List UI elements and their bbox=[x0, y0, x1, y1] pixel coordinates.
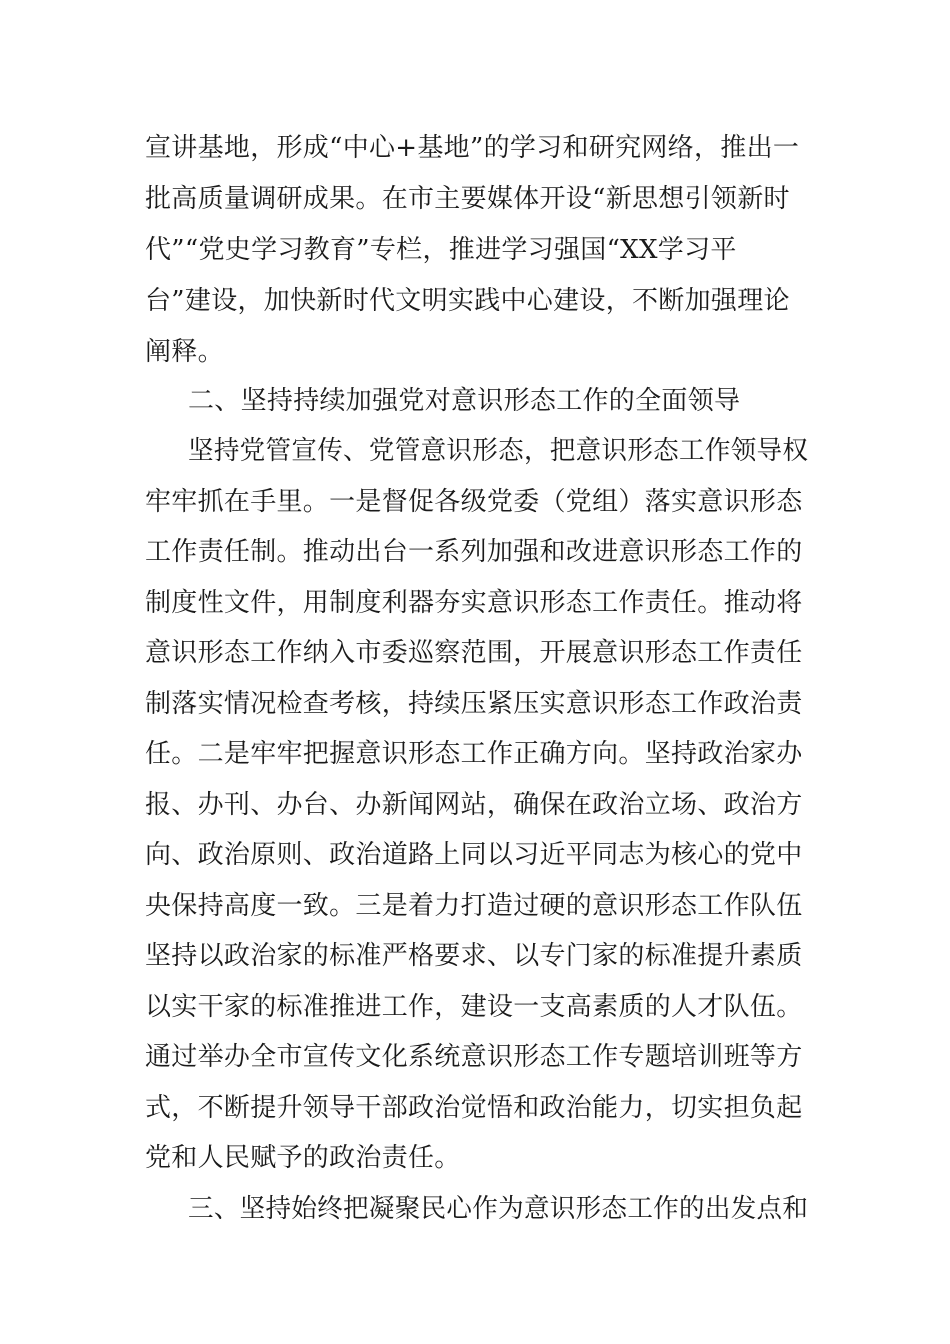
section-heading-3: 三、坚持始终把凝聚民心作为意识形态工作的出发点和 bbox=[188, 1194, 809, 1224]
text-line: 宣讲基地，形成“中心+基地”的学习和研究网络，推出一 bbox=[145, 133, 800, 163]
text-line: 代”“党史学习教育”专栏，推进学习强国“XX学习平 bbox=[145, 235, 737, 265]
text-line: 制度性文件，用制度利器夯实意识形态工作责任。推动将 bbox=[145, 588, 803, 618]
text-line: 牢牢抓在手里。一是督促各级党委（党组）落实意识形态 bbox=[145, 487, 803, 517]
text-line: 台”建设，加快新时代文明实践中心建设，不断加强理论 bbox=[145, 286, 790, 316]
text-line: 阐释。 bbox=[145, 337, 224, 367]
text-line: 制落实情况检查考核，持续压紧压实意识形态工作政治责 bbox=[145, 689, 803, 719]
text-line: 党和人民赋予的政治责任。 bbox=[145, 1143, 461, 1173]
section-heading-2: 二、坚持持续加强党对意识形态工作的全面领导 bbox=[188, 386, 741, 416]
text-line: 工作责任制。推动出台一系列加强和改进意识形态工作的 bbox=[145, 537, 803, 567]
text-line: 央保持高度一致。三是着力打造过硬的意识形态工作队伍 bbox=[145, 891, 803, 921]
text-line: 批高质量调研成果。在市主要媒体开设“新思想引领新时 bbox=[145, 184, 790, 214]
text-line: 向、政治原则、政治道路上同以习近平同志为核心的党中 bbox=[145, 840, 803, 870]
text-line: 坚持党管宣传、党管意识形态，把意识形态工作领导权 bbox=[188, 436, 809, 466]
text-line: 坚持以政治家的标准严格要求、以专门家的标准提升素质 bbox=[145, 941, 803, 971]
text-line: 意识形态工作纳入市委巡察范围，开展意识形态工作责任 bbox=[145, 638, 803, 668]
text-line: 式，不断提升领导干部政治觉悟和政治能力，切实担负起 bbox=[145, 1093, 803, 1123]
text-line: 任。二是牢牢把握意识形态工作正确方向。坚持政治家办 bbox=[145, 739, 803, 769]
text-line: 以实干家的标准推进工作，建设一支高素质的人才队伍。 bbox=[145, 992, 803, 1022]
text-line: 报、办刊、办台、办新闻网站，确保在政治立场、政治方 bbox=[145, 790, 803, 820]
text-line: 通过举办全市宣传文化系统意识形态工作专题培训班等方 bbox=[145, 1042, 803, 1072]
